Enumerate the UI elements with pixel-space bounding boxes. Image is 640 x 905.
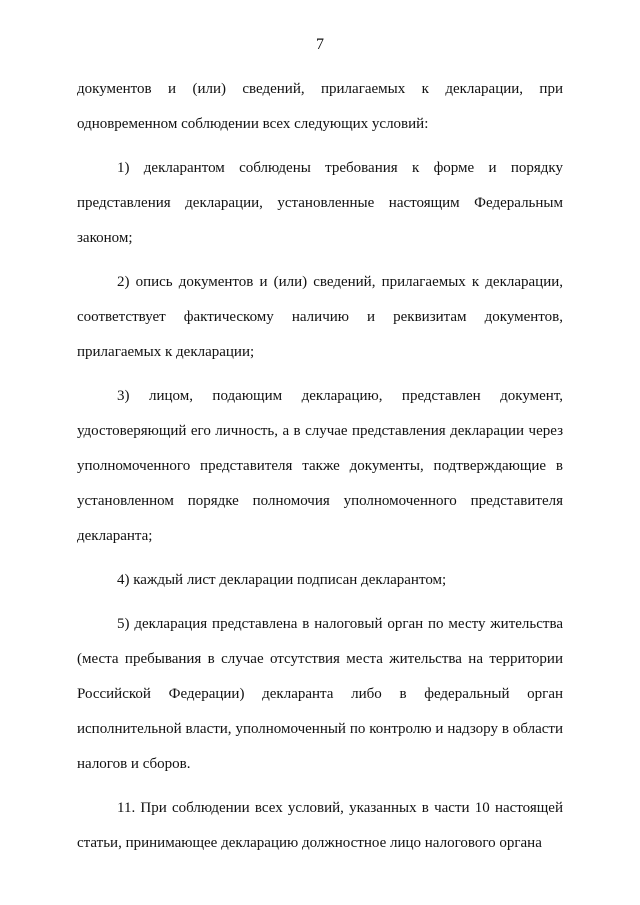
document-body <box>77 72 563 870</box>
paragraph-condition-3: 3) лицом, подающим декларацию, представлен документ, удостоверяющий его личность, а в случае представления декларации через уполномоченного представителя также документы, подтверждающие в установленном порядке полномочия уполномоченного представителя декларанта; <box>77 388 563 544</box>
paragraph-condition-5: 5) декларация представлена в налоговый орган по месту жительства (места пребывания в случае отсутствия места жительства на территории Российской Федерации) декларанта либо в федеральный орган исполнительной власти, уполномоченный по контролю и надзору в области налогов и сборов. <box>77 616 563 772</box>
paragraph-condition-4: 4) каждый лист декларации подписан декларантом; <box>117 572 447 588</box>
paragraph-condition-1: 1) декларантом соблюдены требования к форме и порядку представления декларации, установленные настоящим Федеральным законом; <box>77 160 563 246</box>
paragraph-continuation: документов и (или) сведений, прилагаемых к декларации, при одновременном соблюдении всех следующих условий: <box>77 81 563 132</box>
paragraph-condition-2: 2) опись документов и (или) сведений, прилагаемых к декларации, соответствует фактическому наличию и реквизитам документов, прилагаемых к декларации; <box>77 274 563 360</box>
paragraph-part-11: 11. При соблюдении всех условий, указанных в части 10 настоящей статьи, принимающее декларацию должностное лицо налогового органа <box>77 800 563 851</box>
page-number: 7 <box>316 36 324 53</box>
